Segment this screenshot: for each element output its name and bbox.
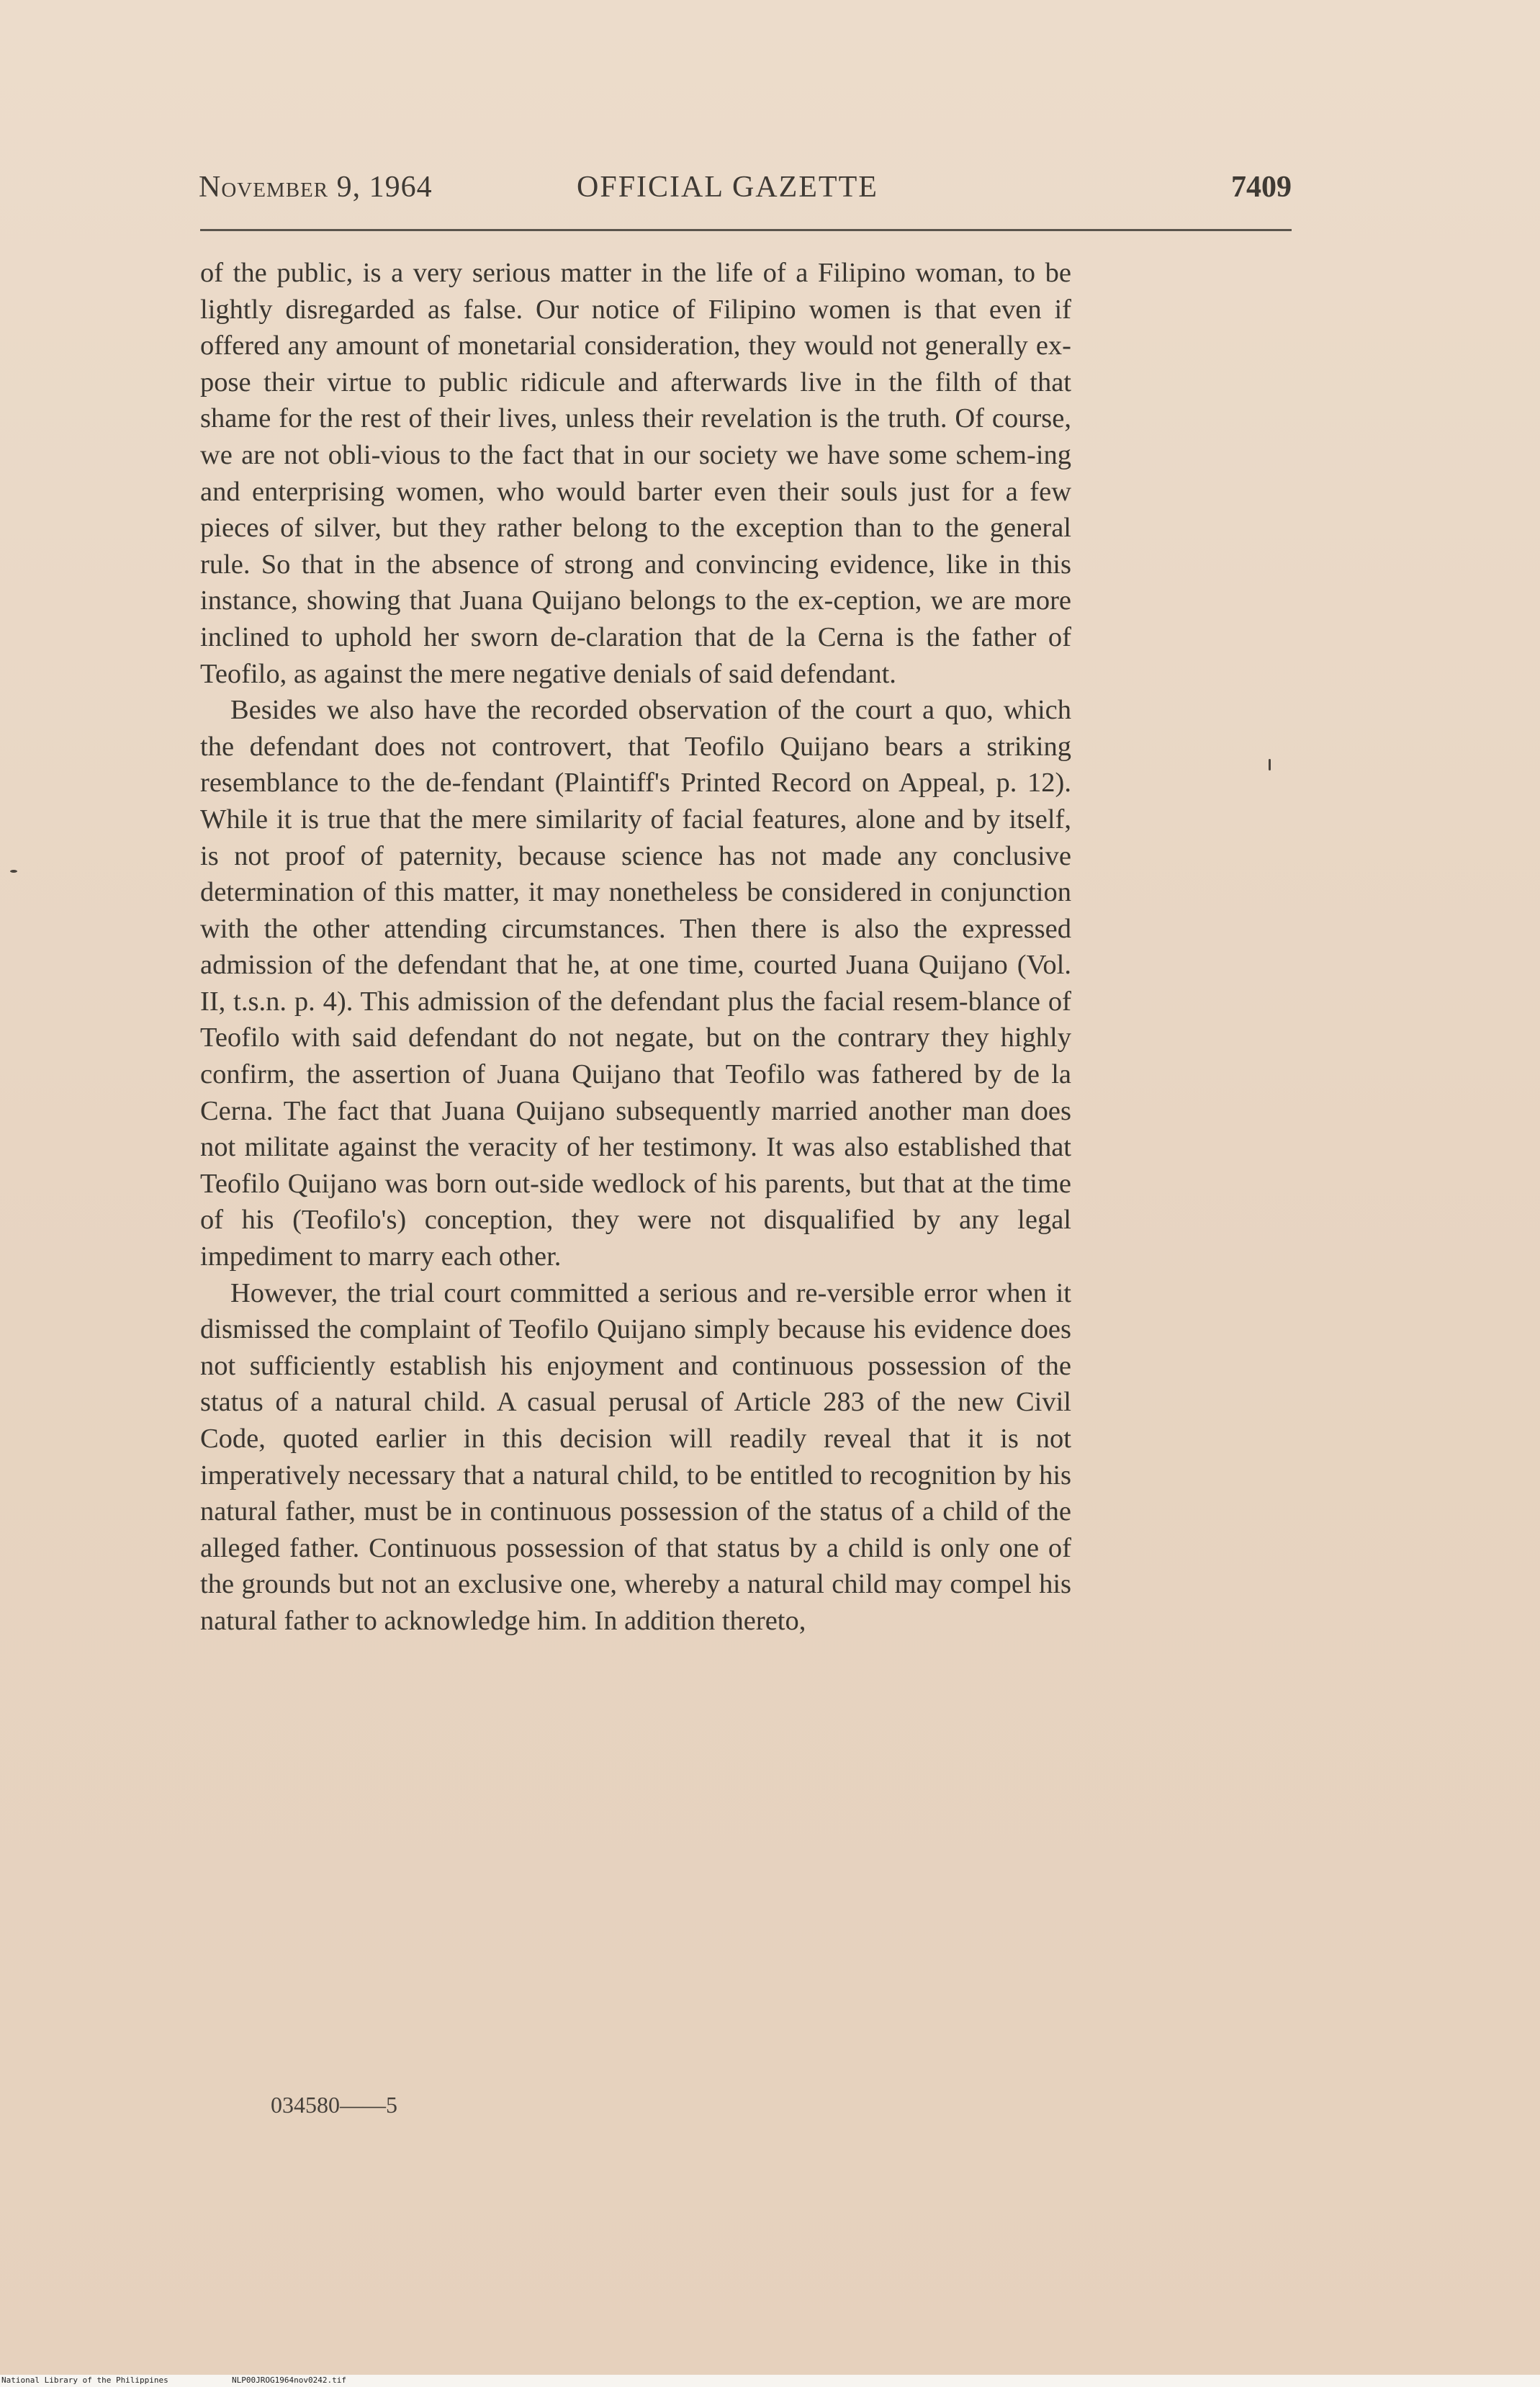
paragraph-1: of the public, is a very serious matter in the life of a Filipino woman, to be lightly disregarded as false. Our notice of Filipino women is that even if offered any amount of monetarial consideration, they would not generally ex-pose their virtue to public ridicule and afterwards live in the filth of that shame for the rest of their lives, unless their revelation is the truth. Of course, we are not obli-vious to the fact that in our society we have some schem-ing and enterprising women, who would barter even their souls just for a few pieces of silver, but they rather belong to the exception than to the general rule. So that in the absence of strong and convincing evidence, like in this instance, showing that Juana Quijano belongs to the ex-ception, we are more inclined to uphold her sworn de-claration that de la Cerna is the father of Teofilo, as against the mere negative denials of said defendant. bbox=[200, 258, 1071, 689]
scan-filename: NLP00JROG1964nov0242.tif bbox=[232, 2375, 346, 2385]
scan-footer-strip bbox=[0, 2375, 1540, 2387]
scan-speck bbox=[10, 870, 17, 873]
printer-code: 034580——5 bbox=[271, 2092, 397, 2118]
running-header bbox=[199, 170, 1292, 213]
paragraph-2: Besides we also have the recorded observation of the court a quo, which the defendant does not controvert, that Teofilo Quijano bears a striking resemblance to the de-fendant (Plaintiff's Printed Record on Appeal, p. 12). While it is true that the mere similarity of facial features, alone and by itself, is not proof of paternity, because science has not made any conclusive determination of this matter, it may nonetheless be considered in conjunction with the other attending circumstances. Then there is also the expressed admission of the defendant that he, at one time, courted Juana Quijano (Vol. II, t.s.n. p. 4). This admission of the defendant plus the facial resem-blance of Teofilo with said defendant do not negate, but on the contrary they highly confirm, the assertion of Juana Quijano that Teofilo was fathered by de la Cerna. The fact that Juana Quijano subsequently married another man does not militate against the veracity of her testimony. It was also established that Teofilo Quijano was born out-side wedlock of his parents, but that at the time of his (Teofilo's) conception, they were not disqualified by any legal impediment to marry each other. bbox=[200, 695, 1071, 1272]
scan-speck bbox=[1269, 759, 1271, 770]
header-rule bbox=[200, 229, 1292, 231]
issue-date: November 9, 1964 bbox=[199, 171, 433, 204]
page-number: 7409 bbox=[1231, 171, 1292, 204]
paragraph-3: However, the trial court committed a serious and re-versible error when it dismissed the complaint of Teofilo Quijano simply because his evidence does not sufficiently establish his enjoyment and continuous possession of the status of a natural child. A casual perusal of Article 283 of the new Civil Code, quoted earlier in this decision will readily reveal that it is not imperatively necessary that a natural child, to be entitled to recognition by his natural father, must be in continuous possession of the status of a child of the alleged father. Continuous possession of that status by a child is only one of the grounds but not an exclusive one, whereby a natural child may compel his natural father to acknowledge him. In addition thereto, bbox=[200, 1277, 1071, 1636]
publication-title: OFFICIAL GAZETTE bbox=[577, 171, 878, 204]
decision-text bbox=[200, 255, 1071, 1640]
library-credit: National Library of the Philippines bbox=[1, 2375, 168, 2385]
